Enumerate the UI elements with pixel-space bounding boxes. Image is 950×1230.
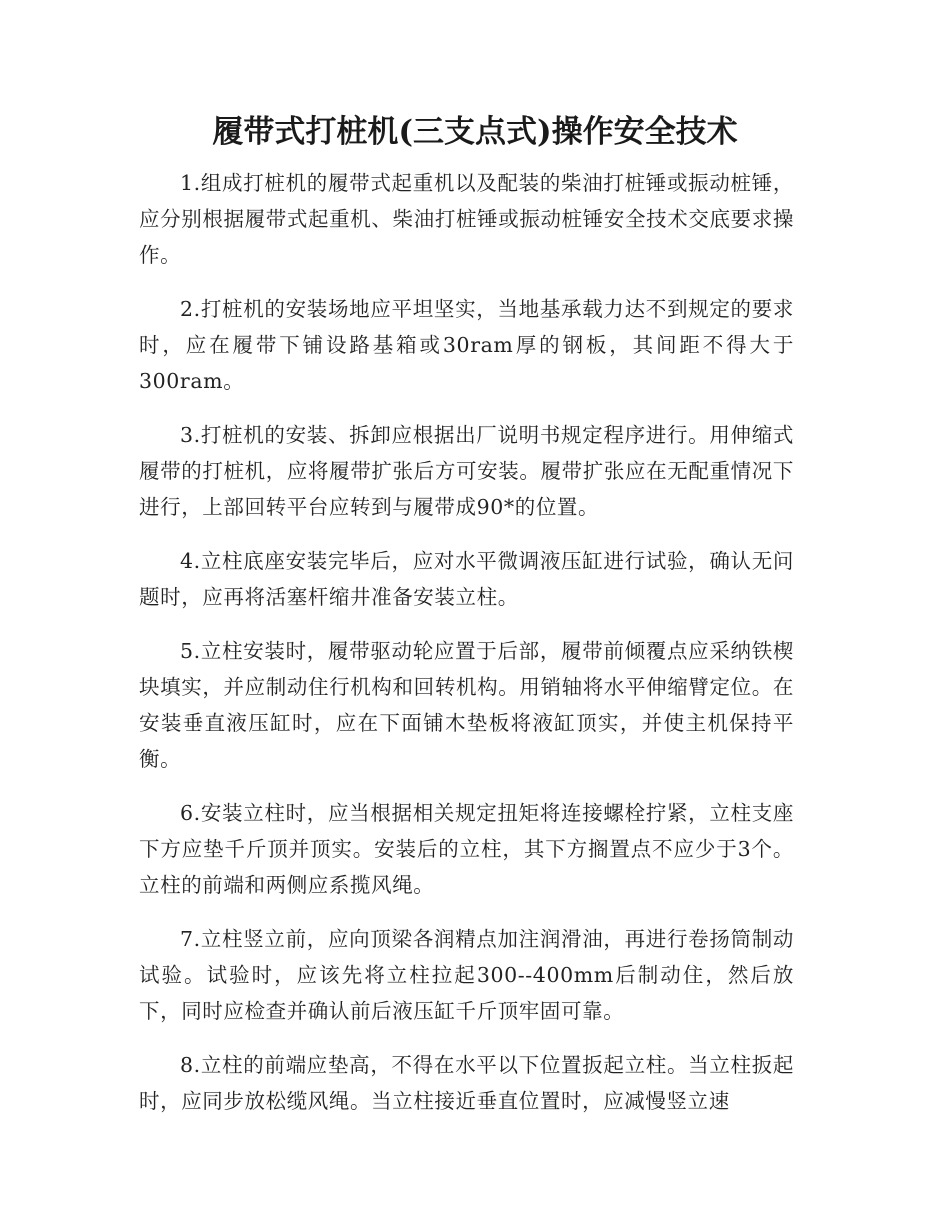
document-body [139,165,794,1137]
paragraph-5: 5.立柱安装时，履带驱动轮应置于后部，履带前倾覆点应采纳铁楔块填实，并应制动住行机构和回转机构。用销轴将水平伸缩臂定位。在安装垂直液压缸时，应在下面铺木垫板将液缸顶实，并使主机保持平衡。 [139,639,794,771]
paragraph-6: 6.安装立柱时，应当根据相关规定扭矩将连接螺栓拧紧，立柱支座下方应垫千斤顶并顶实。安装后的立柱，其下方搁置点不应少于3个。立柱的前端和两侧应系揽风绳。 [139,801,794,897]
paragraph-1: 1.组成打桩机的履带式起重机以及配装的柴油打桩锤或振动桩锤，应分别根据履带式起重机、柴油打桩锤或振动桩锤安全技术交底要求操作。 [139,171,794,267]
paragraph-8: 8.立柱的前端应垫高，不得在水平以下位置扳起立柱。当立柱扳起时，应同步放松缆风绳。当立柱接近垂直位置时，应减慢竖立速 [139,1053,794,1113]
paragraph-4: 4.立柱底座安装完毕后，应对水平微调液压缸进行试验，确认无问题时，应再将活塞杆缩井准备安装立柱。 [139,549,794,609]
paragraph-7: 7.立柱竖立前，应向顶梁各润精点加注润滑油，再进行卷扬筒制动试验。试验时，应该先将立柱拉起300--400mm后制动住，然后放下，同时应检查并确认前后液压缸千斤顶牢固可靠。 [139,927,794,1023]
document-title: 履带式打桩机(三支点式)操作安全技术 [212,114,738,150]
paragraph-3: 3.打桩机的安装、拆卸应根据出厂说明书规定程序进行。用伸缩式履带的打桩机，应将履带扩张后方可安装。履带扩张应在无配重情况下进行，上部回转平台应转到与履带成90*的位置。 [139,423,794,519]
paragraph-2: 2.打桩机的安装场地应平坦坚实，当地基承载力达不到规定的要求时，应在履带下铺设路基箱或30ram厚的钢板，其间距不得大于300ram。 [139,297,794,393]
